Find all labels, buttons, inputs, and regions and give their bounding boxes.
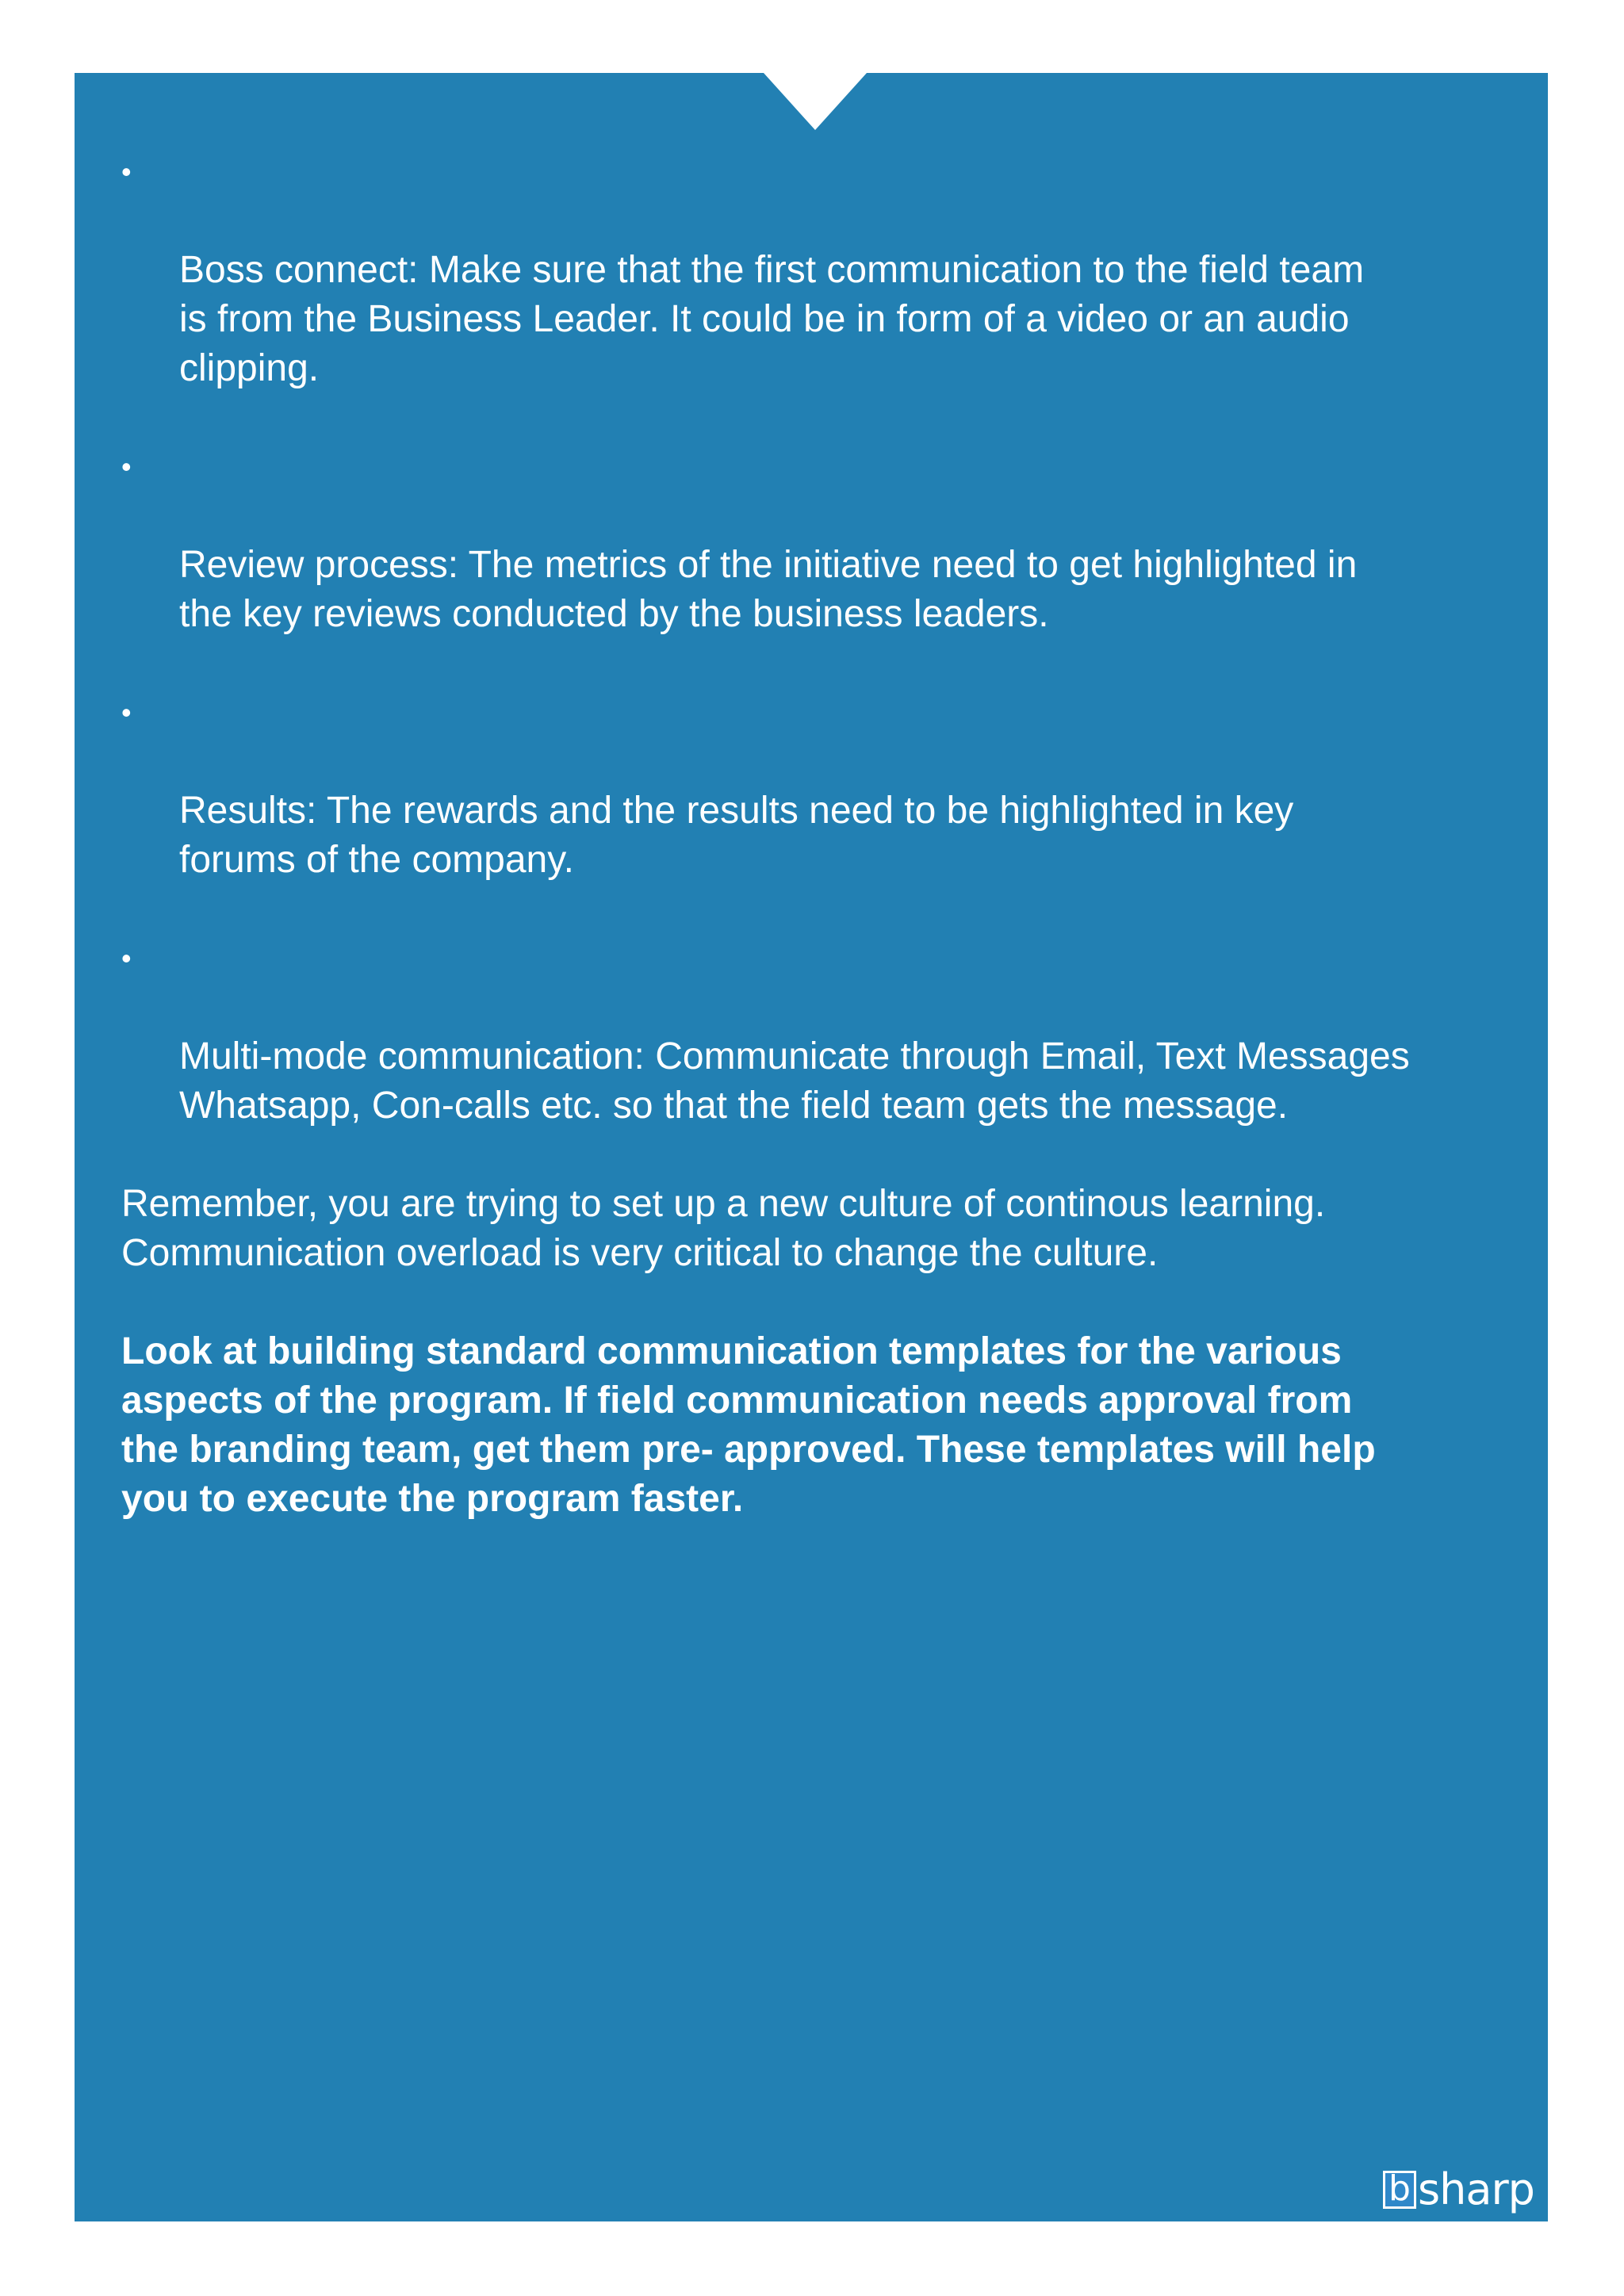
logo-text: sharp xyxy=(1418,2164,1534,2214)
bullet-item-review-process xyxy=(121,442,1517,639)
bullet-text: Results: The rewards and the results need to be highlighted in key forums of the company. xyxy=(179,790,1294,881)
document-body xyxy=(121,147,1517,1573)
bullet-marker: • xyxy=(121,155,132,188)
bullet-item-boss-connect xyxy=(121,147,1517,393)
bullet-text: Boss connect: Make sure that the first communication to the field team is from the Business Leader. It could be in form of a video or an audio clipping. xyxy=(179,249,1365,389)
bullet-item-results xyxy=(121,688,1517,885)
panel-notch xyxy=(764,73,867,130)
templates-paragraph: Look at building standard communication templates for the various aspects of the program. If field communication needs approval from the branding team, get them pre- approved. These templates will help you to execute the program faster. xyxy=(121,1330,1376,1520)
bullet-marker: • xyxy=(121,696,132,729)
bullet-item-multi-mode xyxy=(121,934,1517,1131)
bullet-text: Review process: The metrics of the initiative need to get highlighted in the key reviews conducted by the business leaders. xyxy=(179,544,1358,635)
bsharp-logo xyxy=(1383,2164,1534,2214)
logo-letter-box: b xyxy=(1383,2171,1416,2209)
bullet-marker: • xyxy=(121,942,132,974)
bullet-marker: • xyxy=(121,450,132,483)
remember-paragraph: Remember, you are trying to set up a new culture of continous learning. Communication overload is very critical to change the culture. xyxy=(121,1183,1326,1274)
bullet-text: Multi-mode communication: Communicate through Email, Text Messages Whatsapp, Con-calls etc. so that the field team gets the message. xyxy=(179,1035,1410,1127)
